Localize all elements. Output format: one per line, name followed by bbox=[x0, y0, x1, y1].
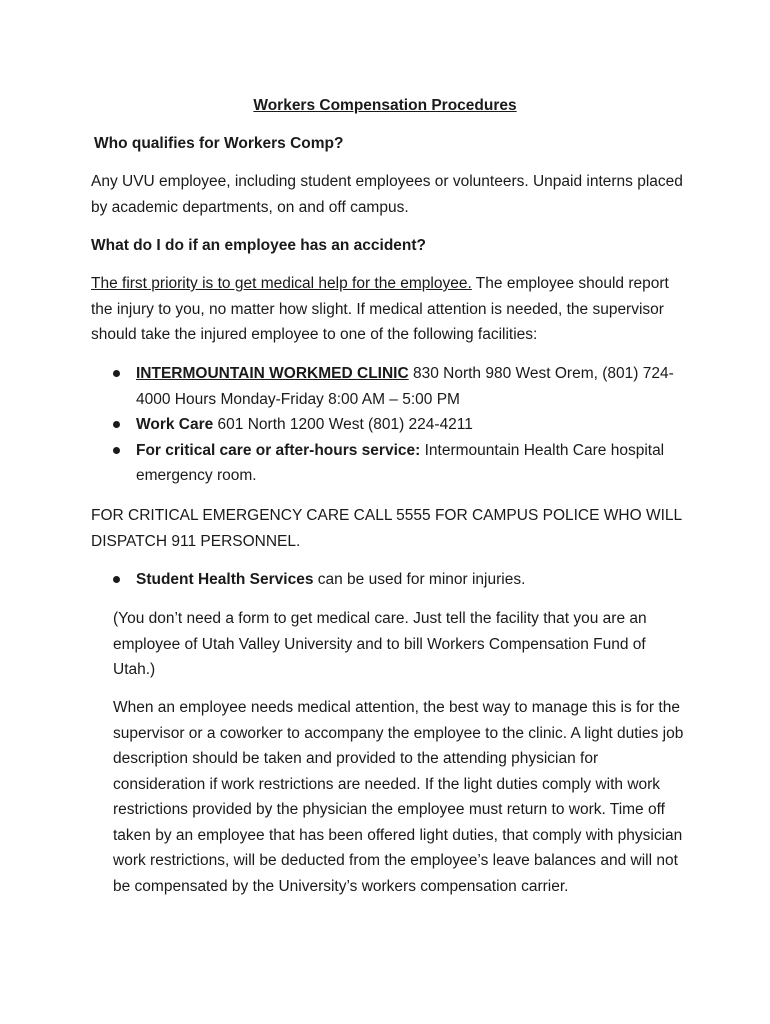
paragraph-first-priority bbox=[91, 271, 691, 348]
facility-item bbox=[108, 361, 688, 412]
facility-item bbox=[108, 438, 688, 489]
facility-detail: Intermountain Health Care hospital emergency room. bbox=[136, 441, 665, 484]
facility-detail: 601 North 1200 West (801) 224-4211 bbox=[213, 416, 473, 433]
heading-accident: What do I do if an employee has an accident? bbox=[91, 237, 427, 254]
bullet-icon bbox=[113, 421, 120, 428]
student-health-name: Student Health Services bbox=[136, 571, 314, 588]
facility-name: For critical care or after-hours service: bbox=[136, 441, 421, 459]
student-health-detail: can be used for minor injuries. bbox=[313, 571, 526, 588]
bullet-icon bbox=[113, 447, 120, 454]
bullet-icon bbox=[113, 370, 120, 377]
facility-name: INTERMOUNTAIN WORKMED CLINIC bbox=[136, 365, 409, 382]
emergency-notice: FOR CRITICAL EMERGENCY CARE CALL 5555 FOR CAMPUS POLICE WHO WILL DISPATCH 911 PERSONNEL. bbox=[91, 507, 682, 550]
paragraph-who-qualifies: Any UVU employee, including student employees or volunteers. Unpaid interns placed by academic departments, on and off campus. bbox=[91, 173, 683, 216]
student-health-list bbox=[108, 567, 688, 593]
heading-who-qualifies: Who qualifies for Workers Comp? bbox=[94, 135, 344, 152]
facility-detail: 830 North 980 West Orem, (801) 724-4000 Hours Monday-Friday 8:00 AM – 5:00 PM bbox=[136, 365, 674, 408]
procedure-paragraph: When an employee needs medical attention, the best way to manage this is for the supervisor or a coworker to accompany the employee to the clinic. A light duties job description should be taken and provided to the attending physician for consideration if work restrictions are needed. If the light duties comply with work restrictions provided by the physician the employee must return to work. Time off taken by an employee that has been offered light duties, that comply with physician work restrictions, will be deducted from the employee’s leave balances and will not be compensated by the University’s workers compensation carrier. bbox=[113, 699, 684, 895]
bullet-icon bbox=[113, 576, 120, 583]
facility-name: Work Care bbox=[136, 416, 214, 433]
first-priority-rest: The employee should report the injury to you, no matter how slight. If medical attention is needed, the supervisor should take the injured employee to one of the following facilities: bbox=[91, 275, 669, 343]
facilities-list bbox=[108, 361, 688, 489]
facility-item bbox=[108, 412, 688, 438]
document-title: Workers Compensation Procedures bbox=[253, 97, 517, 114]
first-priority-underlined: The first priority is to get medical help for the employee. bbox=[91, 275, 472, 292]
form-note: (You don’t need a form to get medical care. Just tell the facility that you are an employee of Utah Valley University and to bill Workers Compensation Fund of Utah.) bbox=[113, 610, 647, 678]
student-health-item bbox=[108, 567, 688, 593]
